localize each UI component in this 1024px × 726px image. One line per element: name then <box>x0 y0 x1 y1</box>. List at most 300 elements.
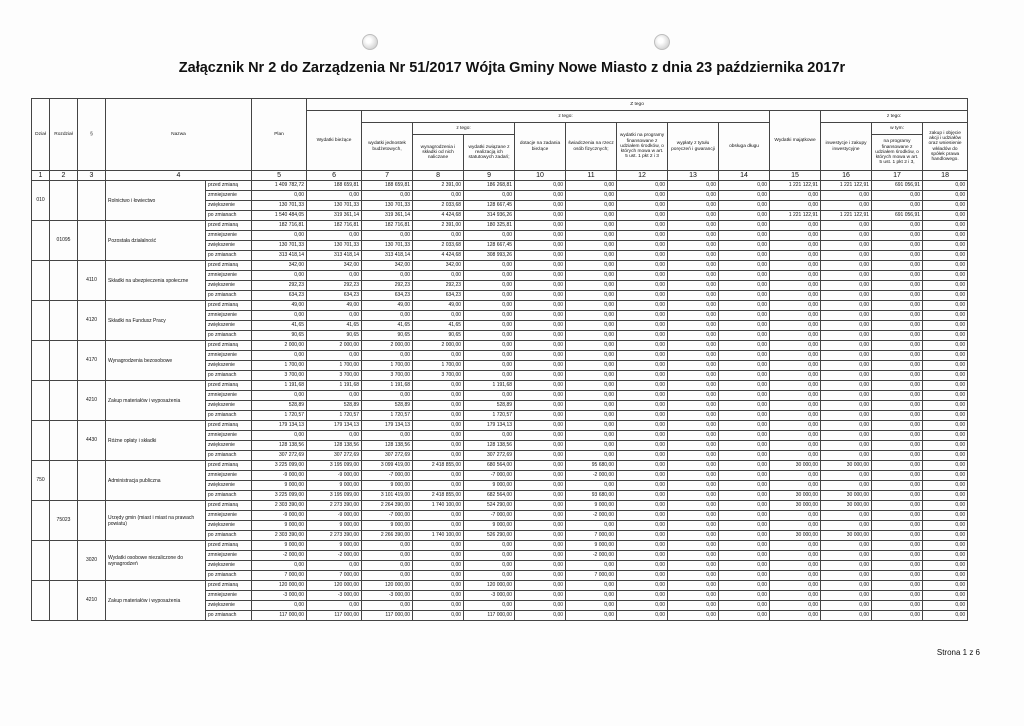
cell-value: 0,00 <box>719 361 770 371</box>
cell-value: -9 000,00 <box>252 471 307 481</box>
cell-value: 0,00 <box>515 591 566 601</box>
cell-value: 0,00 <box>617 211 668 221</box>
cell-value: 0,00 <box>872 581 923 591</box>
cell-value: 634,23 <box>307 291 362 301</box>
cell-value: 0,00 <box>617 371 668 381</box>
header-inwestycje: inwestycje i zakupy inwestycyjne <box>821 123 872 171</box>
cell-change-type: zwiększenie <box>206 201 252 211</box>
cell-value: -2 000,00 <box>252 551 307 561</box>
cell-value: 0,00 <box>617 551 668 561</box>
cell-change-type: po zmianach <box>206 571 252 581</box>
cell-value: 0,00 <box>719 491 770 501</box>
cell-value: 0,00 <box>923 581 968 591</box>
cell-value: 1 700,00 <box>307 361 362 371</box>
cell-value: 0,00 <box>362 541 413 551</box>
cell-paragraf: 4430 <box>78 421 106 461</box>
cell-value: 0,00 <box>923 231 968 241</box>
cell-nazwa: Zakup materiałów i wyposażenia <box>106 581 206 621</box>
cell-value: 0,00 <box>872 361 923 371</box>
document-title: Załącznik Nr 2 do Zarządzenia Nr 51/2017 Wójta Gminy Nowe Miasto z dnia 23 października 2017r <box>178 60 846 76</box>
cell-value: 0,00 <box>413 601 464 611</box>
cell-value: 49,00 <box>307 301 362 311</box>
cell-change-type: przed zmianą <box>206 301 252 311</box>
cell-value: 0,00 <box>923 501 968 511</box>
cell-value: 41,65 <box>362 321 413 331</box>
cell-value: 0,00 <box>719 421 770 431</box>
cell-value: 0,00 <box>923 561 968 571</box>
cell-value: 0,00 <box>872 191 923 201</box>
cell-value: 0,00 <box>515 201 566 211</box>
cell-value: 524 290,00 <box>464 501 515 511</box>
cell-value: 0,00 <box>668 181 719 191</box>
cell-value: 0,00 <box>923 591 968 601</box>
cell-value: 0,00 <box>770 331 821 341</box>
cell-value: 0,00 <box>770 551 821 561</box>
cell-value: 342,00 <box>252 261 307 271</box>
cell-value: 1 540 484,05 <box>252 211 307 221</box>
cell-value: 0,00 <box>464 361 515 371</box>
cell-value: 0,00 <box>719 281 770 291</box>
cell-value: 0,00 <box>770 451 821 461</box>
cell-dzial <box>32 381 50 421</box>
cell-value: 3 700,00 <box>362 371 413 381</box>
cell-value: 0,00 <box>464 351 515 361</box>
cell-value: 182 716,81 <box>252 221 307 231</box>
cell-value: 0,00 <box>668 561 719 571</box>
cell-value: 0,00 <box>566 421 617 431</box>
cell-value: 0,00 <box>413 451 464 461</box>
cell-value: 0,00 <box>872 301 923 311</box>
cell-value: 0,00 <box>566 191 617 201</box>
cell-dzial <box>32 341 50 381</box>
cell-value: 0,00 <box>719 211 770 221</box>
cell-value: 0,00 <box>617 401 668 411</box>
cell-value: 0,00 <box>668 471 719 481</box>
cell-value: 130 701,33 <box>252 201 307 211</box>
header-paragraf: § <box>78 99 106 171</box>
cell-value: 0,00 <box>770 281 821 291</box>
cell-value: 0,00 <box>923 511 968 521</box>
cell-value: 0,00 <box>923 421 968 431</box>
table-row <box>32 581 968 591</box>
cell-value: 0,00 <box>770 391 821 401</box>
cell-value: 0,00 <box>307 431 362 441</box>
cell-value: 0,00 <box>872 501 923 511</box>
header-z-tego-jednostek: z tego: <box>413 123 515 135</box>
cell-value: 307 272,69 <box>252 451 307 461</box>
cell-value: 314 936,26 <box>464 211 515 221</box>
cell-value: 0,00 <box>668 481 719 491</box>
cell-value: 0,00 <box>566 521 617 531</box>
header-nazwa: Nazwa <box>106 99 252 171</box>
cell-value: 0,00 <box>566 431 617 441</box>
cell-value: 0,00 <box>668 351 719 361</box>
cell-value: -2 000,00 <box>307 551 362 561</box>
cell-value: 0,00 <box>413 191 464 201</box>
cell-value: 0,00 <box>413 571 464 581</box>
cell-value: 0,00 <box>464 331 515 341</box>
cell-value: 0,00 <box>515 571 566 581</box>
cell-value: 0,00 <box>923 201 968 211</box>
cell-nazwa: Składki na Fundusz Pracy <box>106 301 206 341</box>
cell-value: 0,00 <box>719 481 770 491</box>
column-number: 15 <box>770 171 821 181</box>
cell-value: -3 000,00 <box>252 591 307 601</box>
cell-value: 0,00 <box>923 451 968 461</box>
cell-value: 0,00 <box>515 371 566 381</box>
cell-value: 2 303 390,00 <box>252 501 307 511</box>
cell-value: 2 264 390,00 <box>362 501 413 511</box>
cell-value: 0,00 <box>668 521 719 531</box>
cell-value: 0,00 <box>307 351 362 361</box>
cell-value: 0,00 <box>566 351 617 361</box>
cell-value: 90,65 <box>362 331 413 341</box>
cell-value: 0,00 <box>770 251 821 261</box>
cell-value: 0,00 <box>566 371 617 381</box>
cell-value: 0,00 <box>770 201 821 211</box>
cell-value: 0,00 <box>464 321 515 331</box>
cell-value: 0,00 <box>566 241 617 251</box>
cell-value: 1 191,68 <box>252 381 307 391</box>
cell-value: 0,00 <box>872 231 923 241</box>
cell-value: 0,00 <box>821 311 872 321</box>
cell-value: 0,00 <box>307 601 362 611</box>
cell-value: 3 195 099,00 <box>307 461 362 471</box>
cell-value: 1 221 122,91 <box>821 211 872 221</box>
cell-value: 2 033,68 <box>413 241 464 251</box>
cell-value: 0,00 <box>872 421 923 431</box>
cell-value: -9 000,00 <box>252 511 307 521</box>
cell-value: 0,00 <box>566 561 617 571</box>
cell-value: 0,00 <box>872 391 923 401</box>
cell-value: 0,00 <box>617 541 668 551</box>
cell-value: -2 000,00 <box>566 511 617 521</box>
cell-nazwa: Różne opłaty i składki <box>106 421 206 461</box>
cell-value: 0,00 <box>566 291 617 301</box>
cell-change-type: zmniejszenie <box>206 511 252 521</box>
cell-value: 682 564,00 <box>464 491 515 501</box>
cell-value: 0,00 <box>770 411 821 421</box>
cell-value: -7 000,00 <box>464 511 515 521</box>
cell-value: 0,00 <box>515 341 566 351</box>
cell-change-type: zwiększenie <box>206 601 252 611</box>
cell-value: 342,00 <box>413 261 464 271</box>
cell-value: 0,00 <box>668 341 719 351</box>
cell-nazwa: Administracja publiczna <box>106 461 206 501</box>
cell-change-type: przed zmianą <box>206 181 252 191</box>
cell-value: 7 000,00 <box>566 531 617 541</box>
cell-value: 0,00 <box>923 191 968 201</box>
cell-value: 0,00 <box>362 191 413 201</box>
header-akcje: zakup i objęcie akcji i udziałów oraz wniesienie wkładów do spółek prawa handlowego. <box>923 123 968 171</box>
cell-value: 188 659,81 <box>307 181 362 191</box>
cell-nazwa: Zakup materiałów i wyposażenia <box>106 381 206 421</box>
cell-value: 9 000,00 <box>307 521 362 531</box>
cell-value: 1 720,57 <box>307 411 362 421</box>
cell-value: 120 000,00 <box>307 581 362 591</box>
cell-value: 0,00 <box>515 271 566 281</box>
cell-change-type: po zmianach <box>206 251 252 261</box>
cell-rozdzial <box>50 381 78 421</box>
cell-value: 130 701,33 <box>307 201 362 211</box>
cell-value: 0,00 <box>515 211 566 221</box>
cell-value: 0,00 <box>617 421 668 431</box>
cell-value: 0,00 <box>719 371 770 381</box>
cell-paragraf <box>78 181 106 221</box>
cell-value: 0,00 <box>413 521 464 531</box>
cell-value: 9 000,00 <box>566 541 617 551</box>
cell-value: 0,00 <box>668 541 719 551</box>
cell-value: 0,00 <box>515 261 566 271</box>
cell-change-type: przed zmianą <box>206 501 252 511</box>
cell-value: 0,00 <box>515 481 566 491</box>
cell-value: 0,00 <box>821 371 872 381</box>
cell-value: 0,00 <box>464 391 515 401</box>
cell-value: 0,00 <box>617 331 668 341</box>
cell-value: 0,00 <box>566 281 617 291</box>
cell-value: 4 424,68 <box>413 211 464 221</box>
cell-value: 0,00 <box>821 561 872 571</box>
cell-value: 0,00 <box>515 521 566 531</box>
cell-value: 9 000,00 <box>252 521 307 531</box>
cell-value: 0,00 <box>668 391 719 401</box>
cell-value: 9 000,00 <box>566 501 617 511</box>
header-dzial: Dział <box>32 99 50 171</box>
cell-value: 0,00 <box>770 581 821 591</box>
cell-value: 128 138,56 <box>307 441 362 451</box>
cell-value: 0,00 <box>566 391 617 401</box>
header-swiadczenia: świadczenia na rzecz osób fizycznych; <box>566 123 617 171</box>
cell-value: 307 272,69 <box>464 451 515 461</box>
cell-value: 0,00 <box>566 201 617 211</box>
cell-value: 0,00 <box>307 191 362 201</box>
column-number: 2 <box>50 171 78 181</box>
cell-value: 0,00 <box>252 431 307 441</box>
cell-value: 0,00 <box>515 461 566 471</box>
cell-value: 0,00 <box>668 321 719 331</box>
cell-value: 2 000,00 <box>413 341 464 351</box>
cell-value: 0,00 <box>413 481 464 491</box>
cell-value: 0,00 <box>617 521 668 531</box>
header-poreczenia: wypłaty z tytułu poręczeń i gwarancji <box>668 123 719 171</box>
cell-value: 0,00 <box>719 441 770 451</box>
cell-value: 0,00 <box>668 361 719 371</box>
cell-value: 0,00 <box>668 491 719 501</box>
cell-value: 0,00 <box>464 541 515 551</box>
cell-value: 0,00 <box>719 191 770 201</box>
page-number: Strona 1 z 6 <box>936 648 980 657</box>
cell-dzial: 010 <box>32 181 50 221</box>
cell-change-type: przed zmianą <box>206 581 252 591</box>
cell-value: 0,00 <box>566 301 617 311</box>
cell-value: 0,00 <box>362 231 413 241</box>
cell-value: 0,00 <box>770 341 821 351</box>
cell-value: 0,00 <box>719 511 770 521</box>
cell-value: 0,00 <box>872 221 923 231</box>
cell-value: 528,89 <box>362 401 413 411</box>
cell-change-type: zwiększenie <box>206 441 252 451</box>
cell-value: 0,00 <box>566 311 617 321</box>
cell-value: 130 701,33 <box>362 241 413 251</box>
cell-value: -3 000,00 <box>464 591 515 601</box>
cell-value: 0,00 <box>566 581 617 591</box>
cell-dzial <box>32 221 50 261</box>
cell-value: 0,00 <box>923 531 968 541</box>
cell-value: 0,00 <box>770 611 821 621</box>
cell-value: 0,00 <box>872 401 923 411</box>
cell-value: 0,00 <box>668 381 719 391</box>
cell-value: 0,00 <box>515 551 566 561</box>
cell-value: -2 000,00 <box>566 551 617 561</box>
cell-value: 0,00 <box>872 371 923 381</box>
cell-value: 0,00 <box>515 471 566 481</box>
cell-value: 0,00 <box>362 571 413 581</box>
cell-value: 0,00 <box>770 291 821 301</box>
cell-value: 120 000,00 <box>362 581 413 591</box>
cell-value: 0,00 <box>668 301 719 311</box>
cell-value: 0,00 <box>821 221 872 231</box>
header-z-tego-main: Z tego <box>307 99 968 111</box>
cell-value: 0,00 <box>821 261 872 271</box>
cell-value: 0,00 <box>464 191 515 201</box>
cell-value: 117 000,00 <box>464 611 515 621</box>
cell-value: 0,00 <box>872 411 923 421</box>
cell-value: 0,00 <box>668 421 719 431</box>
cell-value: 0,00 <box>668 441 719 451</box>
cell-value: 1 191,68 <box>464 381 515 391</box>
cell-value: 0,00 <box>923 221 968 231</box>
cell-value: 2 418 855,00 <box>413 491 464 501</box>
cell-value: 0,00 <box>923 381 968 391</box>
cell-paragraf <box>78 221 106 261</box>
punch-hole-left <box>362 34 378 50</box>
cell-value: 0,00 <box>821 571 872 581</box>
header-plan: Plan <box>252 99 307 171</box>
column-number: 16 <box>821 171 872 181</box>
cell-value: 0,00 <box>566 361 617 371</box>
cell-value: 179 134,13 <box>464 421 515 431</box>
cell-value: 0,00 <box>464 571 515 581</box>
cell-value: 0,00 <box>252 561 307 571</box>
cell-value: 0,00 <box>515 601 566 611</box>
cell-value: 0,00 <box>719 271 770 281</box>
cell-value: 0,00 <box>719 611 770 621</box>
cell-value: 7 000,00 <box>252 571 307 581</box>
cell-value: 0,00 <box>464 281 515 291</box>
cell-value: 1 740 100,00 <box>413 501 464 511</box>
cell-value: 0,00 <box>923 431 968 441</box>
cell-change-type: zwiększenie <box>206 401 252 411</box>
table-row <box>32 261 968 271</box>
cell-value: 41,65 <box>413 321 464 331</box>
cell-value: 0,00 <box>719 501 770 511</box>
cell-change-type: zwiększenie <box>206 561 252 571</box>
cell-value: 30 000,00 <box>821 461 872 471</box>
cell-value: 0,00 <box>719 201 770 211</box>
cell-value: 1 409 782,72 <box>252 181 307 191</box>
cell-value: 0,00 <box>362 561 413 571</box>
cell-value: 0,00 <box>413 391 464 401</box>
cell-value: 117 000,00 <box>307 611 362 621</box>
cell-change-type: przed zmianą <box>206 341 252 351</box>
cell-value: 0,00 <box>617 531 668 541</box>
cell-value: 0,00 <box>770 231 821 241</box>
cell-value: 0,00 <box>872 341 923 351</box>
cell-value: 0,00 <box>515 511 566 521</box>
cell-value: 0,00 <box>770 241 821 251</box>
cell-value: 0,00 <box>413 591 464 601</box>
cell-value: 0,00 <box>770 471 821 481</box>
cell-dzial <box>32 301 50 341</box>
cell-value: 30 000,00 <box>821 491 872 501</box>
cell-value: 0,00 <box>617 441 668 451</box>
cell-value: 0,00 <box>617 581 668 591</box>
cell-value: 0,00 <box>252 351 307 361</box>
cell-nazwa: Składki na ubezpieczenia społeczne <box>106 261 206 301</box>
cell-value: 0,00 <box>923 471 968 481</box>
cell-value: 0,00 <box>872 291 923 301</box>
cell-value: 2 273 390,00 <box>307 531 362 541</box>
cell-value: 0,00 <box>566 601 617 611</box>
cell-value: 0,00 <box>872 481 923 491</box>
cell-value: 0,00 <box>307 231 362 241</box>
table-row <box>32 221 968 231</box>
cell-value: 0,00 <box>719 601 770 611</box>
cell-value: 0,00 <box>515 421 566 431</box>
cell-change-type: przed zmianą <box>206 461 252 471</box>
cell-value: 0,00 <box>668 591 719 601</box>
cell-value: 0,00 <box>821 281 872 291</box>
cell-value: 3 225 099,00 <box>252 461 307 471</box>
cell-value: 0,00 <box>413 311 464 321</box>
cell-value: 313 418,14 <box>307 251 362 261</box>
cell-value: 0,00 <box>566 591 617 601</box>
cell-value: 0,00 <box>923 321 968 331</box>
cell-value: 0,00 <box>821 591 872 601</box>
cell-value: 0,00 <box>515 451 566 461</box>
cell-value: 2 000,00 <box>362 341 413 351</box>
cell-value: 0,00 <box>464 231 515 241</box>
header-wynagrodzenia: wynagrodzenia i składki od nich naliczane <box>413 135 464 171</box>
cell-value: 0,00 <box>668 501 719 511</box>
cell-value: 0,00 <box>821 321 872 331</box>
cell-value: 0,00 <box>668 211 719 221</box>
cell-value: 0,00 <box>617 611 668 621</box>
cell-value: 0,00 <box>464 301 515 311</box>
cell-value: 2 418 855,00 <box>413 461 464 471</box>
column-number: 12 <box>617 171 668 181</box>
cell-value: 7 000,00 <box>566 571 617 581</box>
cell-value: 0,00 <box>668 241 719 251</box>
cell-value: 0,00 <box>821 441 872 451</box>
cell-value: 0,00 <box>617 261 668 271</box>
cell-value: -7 000,00 <box>362 511 413 521</box>
cell-value: 0,00 <box>617 571 668 581</box>
cell-value: 0,00 <box>821 361 872 371</box>
cell-value: 0,00 <box>668 331 719 341</box>
cell-value: 634,23 <box>413 291 464 301</box>
cell-value: 49,00 <box>252 301 307 311</box>
cell-value: 0,00 <box>668 451 719 461</box>
cell-value: 0,00 <box>719 311 770 321</box>
cell-value: 0,00 <box>566 411 617 421</box>
cell-value: 0,00 <box>413 611 464 621</box>
cell-value: 0,00 <box>515 541 566 551</box>
cell-value: 179 134,13 <box>362 421 413 431</box>
cell-value: 0,00 <box>668 571 719 581</box>
cell-value: 4 424,68 <box>413 251 464 261</box>
cell-value: 0,00 <box>770 521 821 531</box>
